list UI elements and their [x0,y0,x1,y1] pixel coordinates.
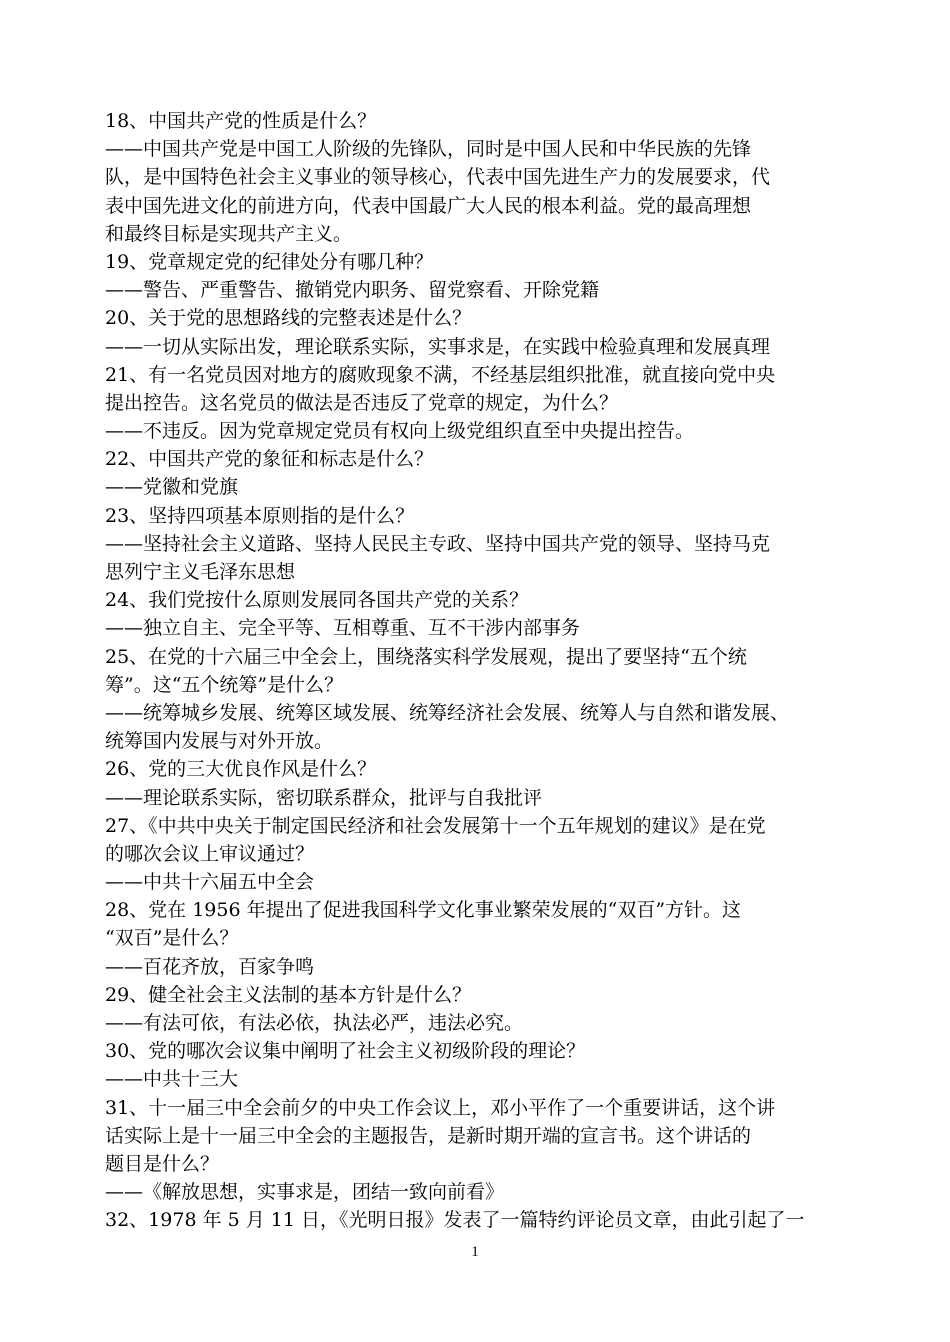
text-line: 19、党章规定党的纪律处分有哪几种？ [105,250,434,273]
text-line: ——独立自主、完全平等、互相尊重、互不干涉内部事务 [105,617,581,640]
text-line: ——中国共产党是中国工人阶级的先锋队，同时是中国人民和中华民族的先锋 [105,138,752,161]
text-line: 20、关于党的思想路线的完整表述是什么？ [105,307,472,330]
text-line: 29、健全社会主义法制的基本方针是什么？ [105,983,472,1006]
text-line: 18、中国共产党的性质是什么？ [105,110,377,132]
text-line: 筹”。这“五个统筹”是什么？ [105,673,344,696]
text-line: ——不违反。因为党章规定党员有权向上级党组织直至中央提出控告。 [105,420,695,443]
text-line: ——一切从实际出发，理论联系实际，实事求是，在实践中检验真理和发展真理 [105,335,771,358]
text-line: ——坚持社会主义道路、坚持人民民主专政、坚持中国共产党的领导、坚持马克 [105,532,771,555]
text-line: ——百花齐放，百家争鸣 [105,955,315,978]
text-line: 25、在党的十六届三中全会上，围绕落实科学发展观，提出了要坚持“五个统 [105,645,747,668]
text-line: ——有法可依，有法必依，执法必严，违法必究。 [105,1012,524,1034]
text-line: 30、党的哪次会议集中阐明了社会主义初级阶段的理论？ [105,1040,586,1063]
text-line: 31、十一届三中全会前夕的中央工作会议上，邓小平作了一个重要讲话，这个讲 [105,1096,776,1119]
text-line: ——中共十三大 [105,1068,239,1091]
text-line: ——《解放思想，实事求是，团结一致向前看》 [105,1181,505,1204]
text-line: “双百”是什么？ [105,927,239,950]
text-line: ——警告、严重警告、撤销党内职务、留党察看、开除党籍 [105,279,600,302]
text-line: 23、坚持四项基本原则指的是什么？ [105,504,415,527]
text-line: ——统筹城乡发展、统筹区域发展、统筹经济社会发展、统筹人与自然和谐发展、 [105,701,790,724]
text-line: 26、党的三大优良作风是什么？ [105,758,377,781]
text-line: 表中国先进文化的前进方向，代表中国最广大人民的根本利益。党的最高理想 [105,194,752,217]
page-number: 1 [471,1244,479,1260]
text-line: 28、党在 1956 年提出了促进我国科学文化事业繁荣发展的“双百”方针。这 [105,899,742,922]
text-line: ——中共十六届五中全会 [105,871,315,894]
text-line: ——党徽和党旗 [105,476,239,499]
text-line: 思列宁主义毛泽东思想 [105,561,296,583]
text-line: 提出控告。这名党员的做法是否违反了党章的规定，为什么？ [105,391,619,414]
text-line: 话实际上是十一届三中全会的主题报告，是新时期开端的宣言书。这个讲话的 [105,1124,752,1147]
text-line: 题目是什么？ [105,1152,220,1175]
text-line: 的哪次会议上审议通过？ [105,842,315,865]
text-line: 和最终目标是实现共产主义。 [105,222,353,245]
document-body [105,107,857,1235]
text-line: 队，是中国特色社会主义事业的领导核心，代表中国先进生产力的发展要求，代 [105,166,771,189]
text-line: 24、我们党按什么原则发展同各国共产党的关系？ [105,589,529,612]
text-line: 32、1978 年 5 月 11 日，《光明日报》发表了一篇特约评论员文章，由此引起了一 [105,1209,805,1232]
text-line: ——理论联系实际，密切联系群众，批评与自我批评 [105,786,543,809]
text-line: 27、《中共中央关于制定国民经济和社会发展第十一个五年规划的建议》是在党 [105,814,766,837]
text-line: 22、中国共产党的象征和标志是什么？ [105,448,434,471]
text-line: 统筹国内发展与对外开放。 [105,730,334,753]
text-line: 21、有一名党员因对地方的腐败现象不满，不经基层组织批准，就直接向党中央 [105,363,776,386]
